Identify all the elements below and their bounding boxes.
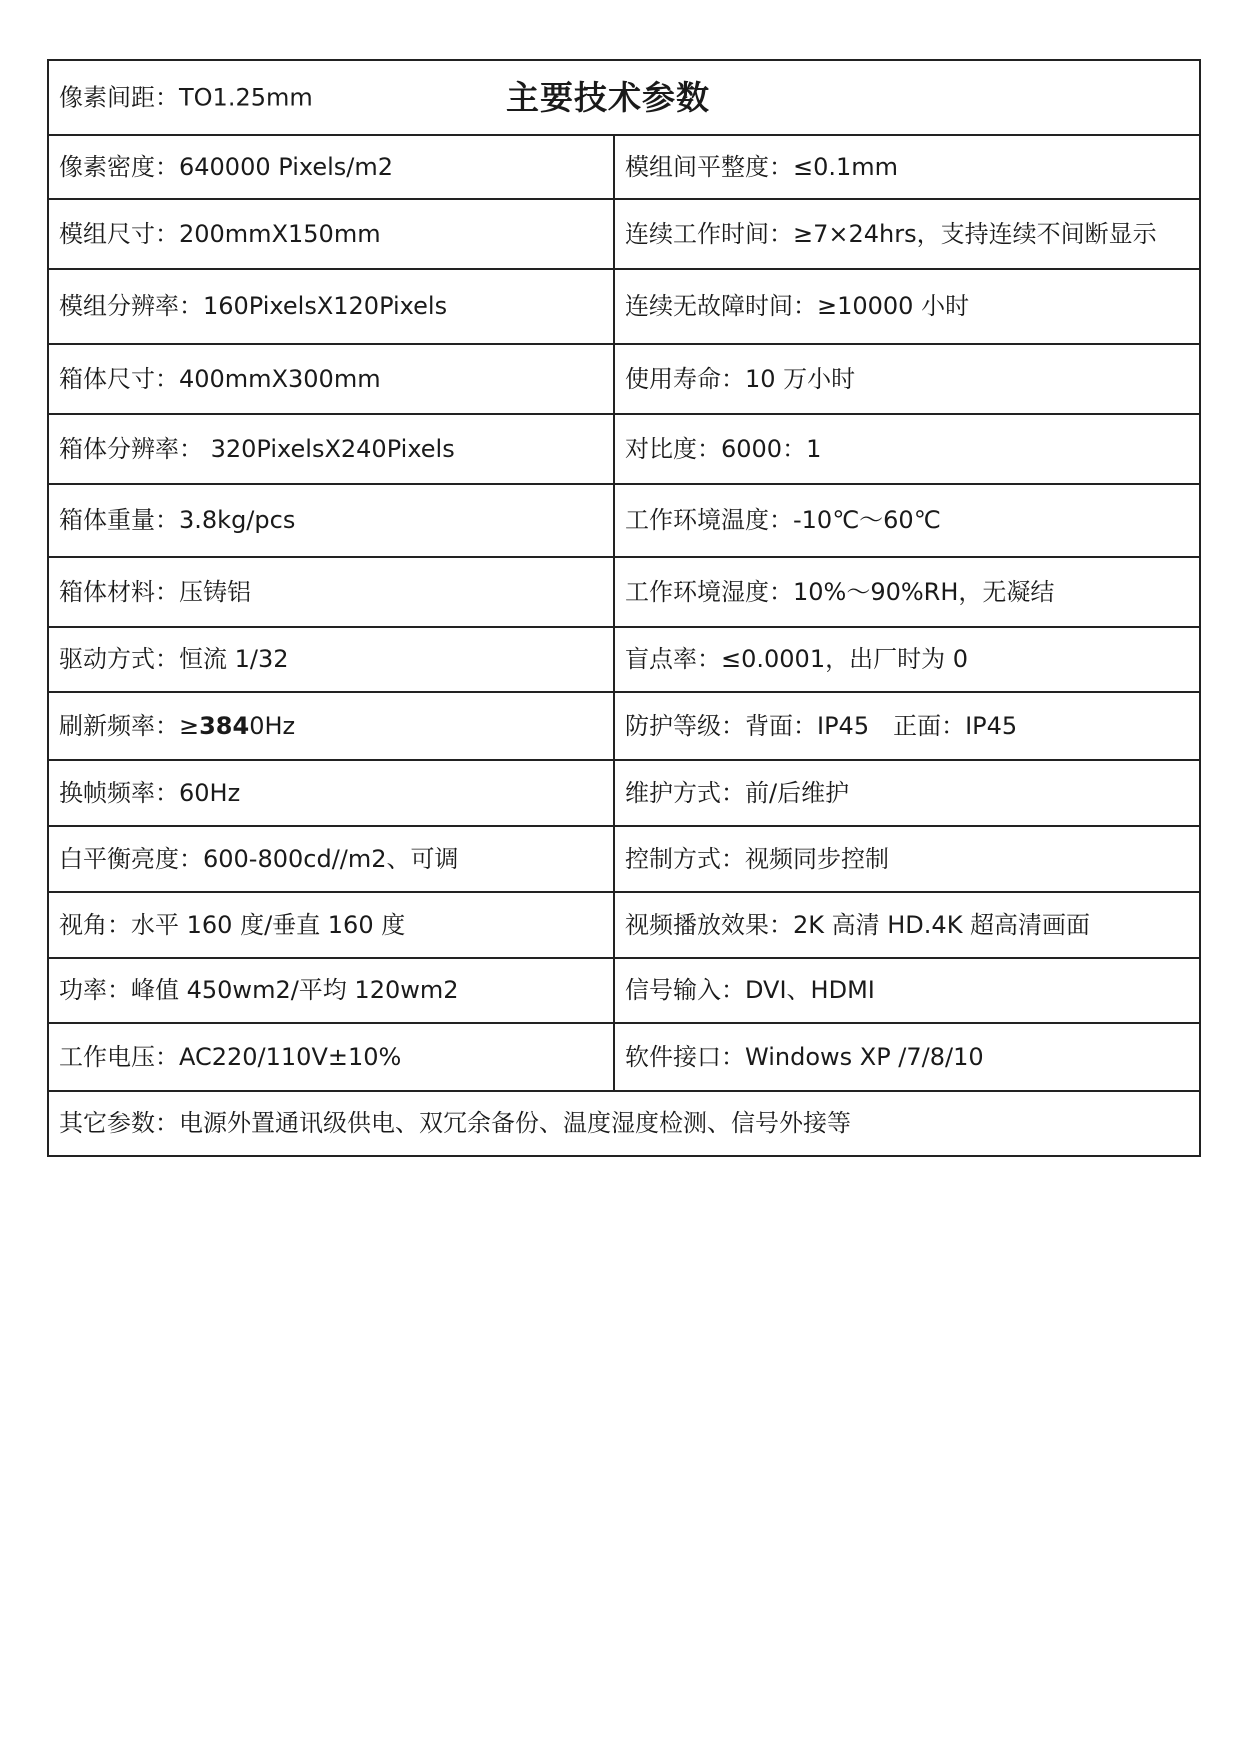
refresh-prefix: 刷新频率：≥ <box>59 711 200 740</box>
refresh-suffix: 0Hz <box>249 711 296 740</box>
header-cell <box>48 60 1200 135</box>
spec-right: 连续无故障时间：≥10000 小时 <box>614 269 1200 344</box>
table-row <box>48 135 1200 199</box>
spec-table <box>47 59 1201 1157</box>
spec-right: 软件接口：Windows XP /7/8/10 <box>614 1023 1200 1091</box>
pixel-pitch: 像素间距：TO1.25mm <box>59 83 313 112</box>
spec-right: 模组间平整度：≤0.1mm <box>614 135 1200 199</box>
spec-left: 箱体尺寸：400mmX300mm <box>48 344 614 414</box>
spec-left: 驱动方式：恒流 1/32 <box>48 627 614 692</box>
table-row <box>48 344 1200 414</box>
table-row <box>48 892 1200 958</box>
spec-left: 白平衡亮度：600-800cd//m2、可调 <box>48 826 614 892</box>
spec-left: 箱体材料：压铸铝 <box>48 557 614 627</box>
spec-left: 模组尺寸：200mmX150mm <box>48 199 614 269</box>
header-row <box>48 60 1200 135</box>
spec-right: 盲点率：≤0.0001，出厂时为 0 <box>614 627 1200 692</box>
footer-row <box>48 1091 1200 1156</box>
page-title: 主要技术参数 <box>506 77 710 117</box>
spec-right: 对比度：6000：1 <box>614 414 1200 484</box>
table-row <box>48 414 1200 484</box>
spec-right: 使用寿命：10 万小时 <box>614 344 1200 414</box>
table-row <box>48 1023 1200 1091</box>
spec-left: 箱体分辨率： 320PixelsX240Pixels <box>48 414 614 484</box>
spec-right: 视频播放效果：2K 高清 HD.4K 超高清画面 <box>614 892 1200 958</box>
spec-right: 工作环境温度：-10℃～60℃ <box>614 484 1200 557</box>
table-row <box>48 692 1200 760</box>
table-row <box>48 557 1200 627</box>
table-row <box>48 826 1200 892</box>
spec-left: 视角：水平 160 度/垂直 160 度 <box>48 892 614 958</box>
spec-right: 维护方式：前/后维护 <box>614 760 1200 826</box>
spec-left: 箱体重量：3.8kg/pcs <box>48 484 614 557</box>
spec-left: 工作电压：AC220/110V±10% <box>48 1023 614 1091</box>
spec-left: 像素密度：640000 Pixels/m2 <box>48 135 614 199</box>
other-params: 其它参数：电源外置通讯级供电、双冗余备份、温度湿度检测、信号外接等 <box>48 1091 1200 1156</box>
spec-right: 工作环境湿度：10%～90%RH，无凝结 <box>614 557 1200 627</box>
table-row <box>48 484 1200 557</box>
spec-left-refresh <box>48 692 614 760</box>
spec-left: 功率：峰值 450wm2/平均 120wm2 <box>48 958 614 1023</box>
spec-left: 模组分辨率：160PixelsX120Pixels <box>48 269 614 344</box>
table-row <box>48 760 1200 826</box>
spec-left: 换帧频率：60Hz <box>48 760 614 826</box>
refresh-bold: 384 <box>199 711 250 740</box>
table-row <box>48 627 1200 692</box>
spec-right: 控制方式：视频同步控制 <box>614 826 1200 892</box>
spec-right: 连续工作时间：≥7×24hrs，支持连续不间断显示 <box>614 199 1200 269</box>
spec-right: 信号输入：DVI、HDMI <box>614 958 1200 1023</box>
table-row <box>48 199 1200 269</box>
spec-right: 防护等级：背面：IP45 正面：IP45 <box>614 692 1200 760</box>
table-row <box>48 269 1200 344</box>
table-row <box>48 958 1200 1023</box>
